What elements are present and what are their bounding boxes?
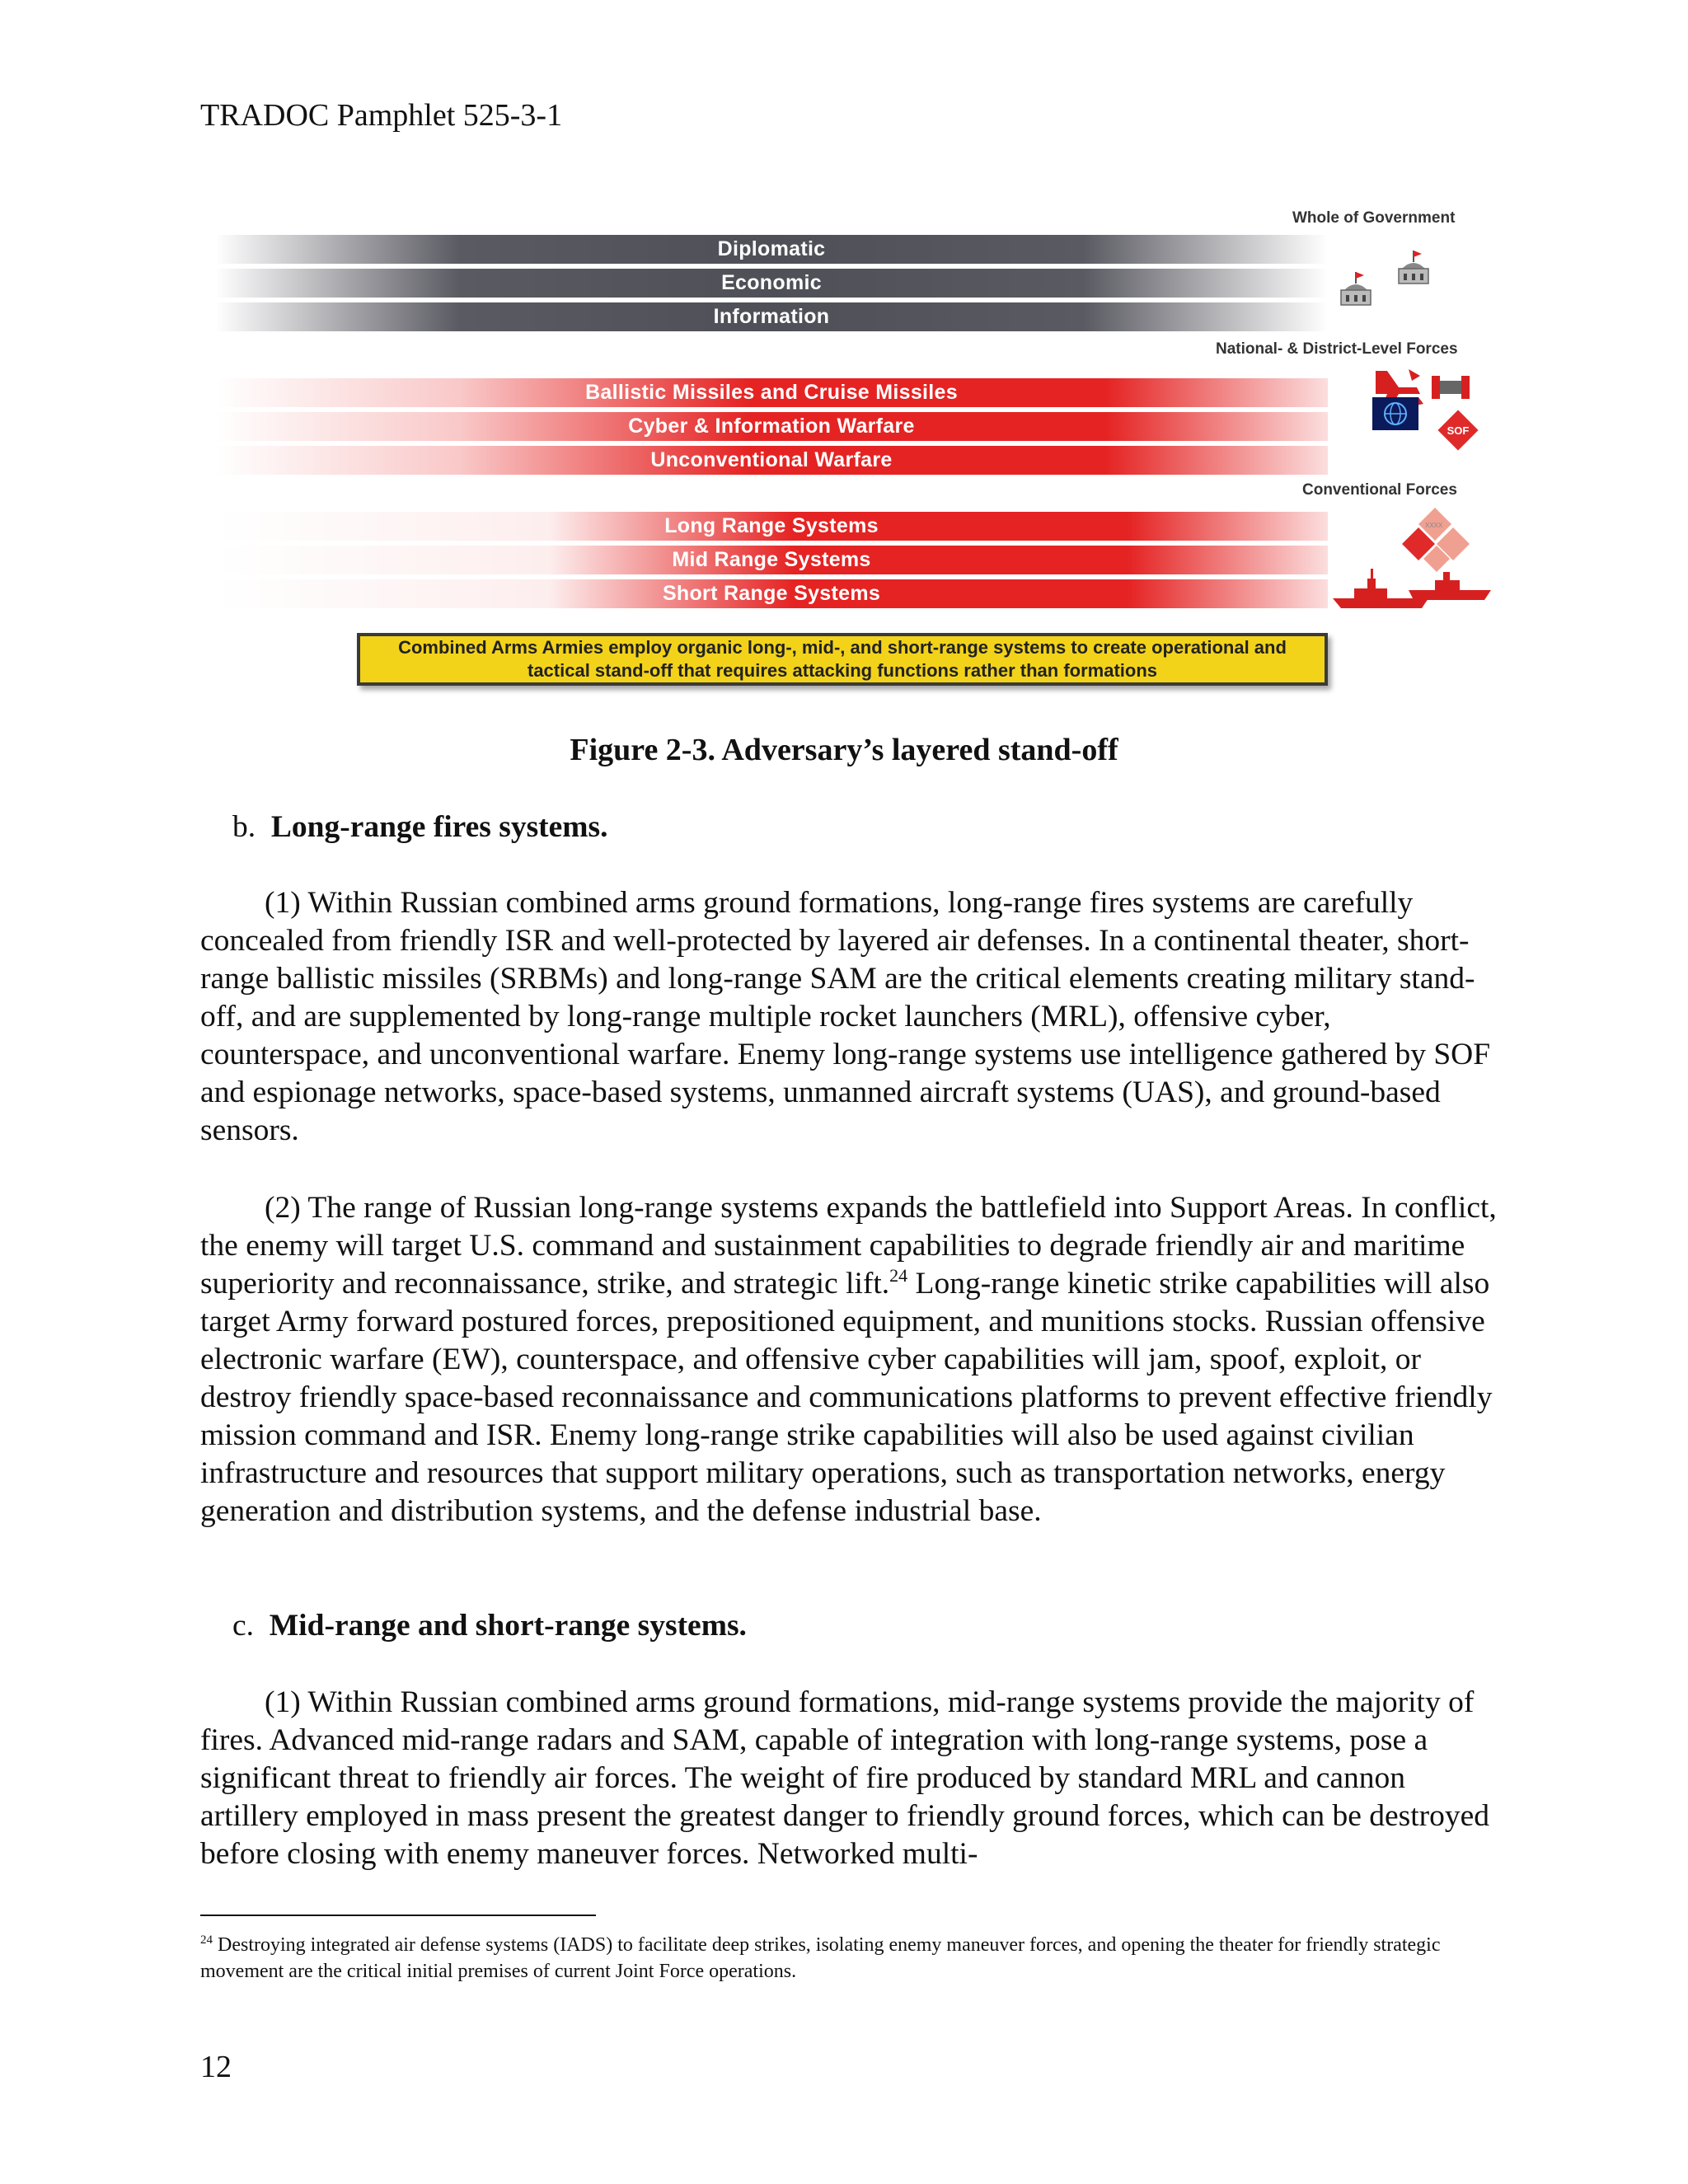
figure-caption: Figure 2-3. Adversary’s layered stand-off (570, 733, 1118, 767)
section-b-p2-part1: (2) The range of Russian long-range systems expands the battlefield into Support Areas. In conflict, the enemy will target U.S. command and sustainment capabilities to degrade friendly air and maritime superiority and reconnaissance, strike, and strategic lift. (200, 1191, 1497, 1301)
footnote-number: 24 (200, 1933, 213, 1947)
footnote-divider (200, 1915, 596, 1916)
figure-layered-standoff (200, 199, 1494, 724)
band-ballistic-cruise: Ballistic Missiles and Cruise Missiles (215, 378, 1328, 407)
section-b-paragraph-2 (200, 1189, 1503, 1530)
label-national-forces: National- & District-Level Forces (1216, 340, 1458, 358)
government-building-icon (1331, 244, 1455, 326)
section-b-heading (232, 809, 608, 845)
unit-xxxx-label: XXXX (1425, 522, 1443, 529)
band-information: Information (215, 302, 1328, 331)
band-cyber-info: Cyber & Information Warfare (215, 412, 1328, 441)
footnote-ref-24[interactable]: 24 (889, 1265, 908, 1286)
sof-label: SOF (1447, 424, 1470, 437)
label-whole-of-government: Whole of Government (1292, 209, 1456, 227)
band-economic: Economic (215, 269, 1328, 298)
section-b-title: Long-range fires systems. (270, 810, 608, 844)
section-c-paragraph-1: (1) Within Russian combined arms ground formations, mid-range systems provide the majority of fires. Advanced mid-range radars and SAM, capable of integration with long-range systems, pose a significant threat to friendly air forces. The weight of fire produced by standard MRL and cannon artillery employed in mass present the greatest danger to friendly ground forces, which can be destroyed before closing with enemy maneuver forces. Networked multi- (200, 1685, 1490, 1871)
cyber-globe-icon (1372, 397, 1418, 430)
footnote-24 (200, 1932, 1503, 1985)
running-header: TRADOC Pamphlet 525-3-1 (200, 98, 563, 133)
naval-ships-icon (1329, 562, 1494, 613)
section-c-title: Mid-range and short-range systems. (269, 1609, 747, 1643)
band-short-range: Short Range Systems (215, 579, 1328, 608)
section-b-label: b. (232, 810, 256, 844)
page-number: 12 (200, 2050, 232, 2084)
figure-callout: Combined Arms Armies employ organic long-, mid-, and short-range systems to create operational and tactical stand-off that requires attacking functions rather than formations (357, 633, 1328, 686)
section-b-p2-part2: Long-range kinetic strike capabilities will also target Army forward postured forces, prepositioned equipment, and munitions stocks. Russian offensive electronic warfare (EW), counterspace, and offensive cyber capabilities will jam, spoof, exploit, or destroy friendly space-based reconnaissance and communications platforms to prevent effective friendly mission command and ISR. Enemy long-range strike capabilities will also be used against civilian infrastructure and resources that support military operations, such as transportation networks, energy generation and distribution systems, and the defense industrial base. (200, 1267, 1493, 1528)
sof-unit-icon (1435, 407, 1481, 453)
band-unconventional: Unconventional Warfare (215, 446, 1328, 475)
label-conventional-forces: Conventional Forces (1302, 481, 1457, 499)
band-mid-range: Mid Range Systems (215, 546, 1328, 574)
band-diplomatic: Diplomatic (215, 235, 1328, 264)
section-b-paragraph-1: (1) Within Russian combined arms ground formations, long-range fires systems are carefully concealed from friendly ISR and well-protected by layered air defenses. In a continental theater, short-range ballistic missiles (SRBMs) and long-range SAM are the critical elements creating military stand-off, and are supplemented by long-range multiple rocket launchers (MRL), offensive cyber, counterspace, and unconventional warfare. Enemy long-range systems use intelligence gathered by SOF and espionage networks, space-based systems, unmanned aircraft systems (UAS), and ground-based sensors. (200, 886, 1491, 1147)
band-long-range: Long Range Systems (215, 512, 1328, 541)
section-c-label: c. (232, 1609, 255, 1643)
footnote-text: Destroying integrated air defense systems (IADS) to facilitate deep strikes, isolating enemy maneuver forces, and opening the theater for friendly strategic movement are the critical initial premises of current Joint Force operations. (200, 1934, 1441, 1982)
section-c-heading (232, 1608, 747, 1643)
